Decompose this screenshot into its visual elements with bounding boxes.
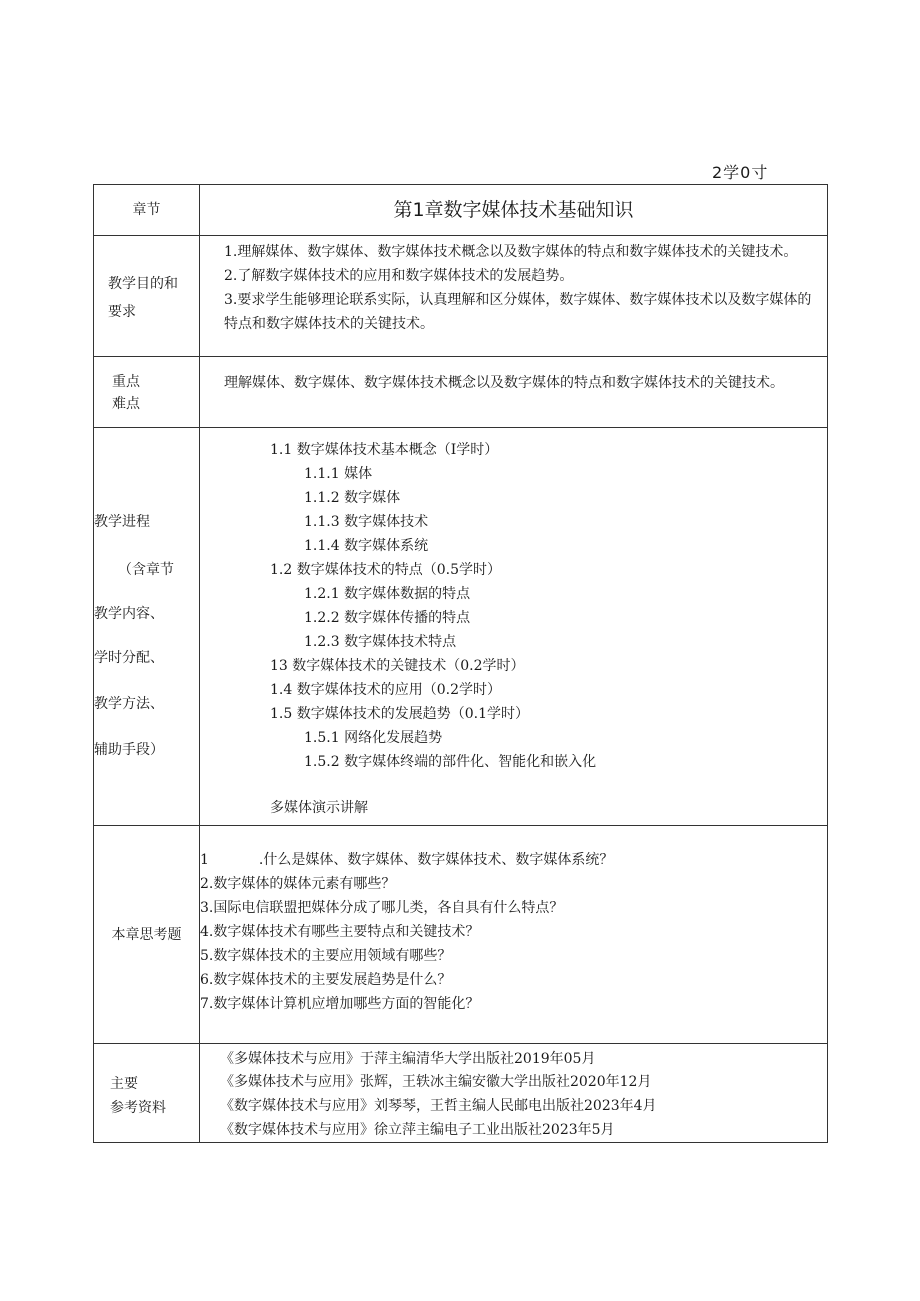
objectives-content [200, 236, 828, 357]
question-item: 6.数字媒体技术的主要发展趋势是什么？ [200, 972, 452, 988]
questions-label: 本章思考题 [94, 826, 200, 1044]
chapter-row [94, 185, 828, 236]
outline-item: 1.1.2 数字媒体 [304, 490, 401, 506]
references-content [200, 1044, 828, 1143]
references-row [94, 1044, 828, 1143]
questions-row [94, 826, 828, 1044]
outline-item: 1.1.3 数字媒体技术 [304, 514, 429, 530]
question-item: 7.数字媒体计算机应增加哪些方面的智能化？ [200, 996, 480, 1012]
key-points-row [94, 357, 828, 428]
outline-item: 13 数字媒体技术的关键技术（0.2学时） [270, 658, 525, 674]
progress-label-line: 教学内容、 [94, 606, 164, 622]
outline-item: 1.5.1 网络化发展趋势 [304, 730, 443, 746]
references-label-line: 参考资料 [110, 1100, 166, 1116]
teaching-method: 多媒体演示讲解 [270, 800, 368, 816]
progress-label-line: 学时分配、 [94, 650, 164, 666]
question-number: 1 [200, 852, 209, 868]
question-item: 4.数字媒体技术有哪些主要特点和关键技术？ [200, 924, 480, 940]
outline-item: 1.1 数字媒体技术基本概念（I学时） [270, 442, 499, 458]
key-points-label-line: 重点 [112, 374, 140, 390]
key-points-label [94, 357, 200, 428]
progress-label-line: 教学进程 [94, 514, 150, 530]
outline-item: 1.2.1 数字媒体数据的特点 [304, 586, 471, 602]
question-item: 3.国际电信联盟把媒体分成了哪儿类，各自具有什么特点？ [200, 900, 564, 916]
objective-item: 1.理解媒体、数字媒体、数字媒体技术概念以及数字媒体的特点和数字媒体技术的关键技术。 [224, 244, 798, 260]
reference-item: 《多媒体技术与应用》张辉，王轶冰主编安徽大学出版社2020年12月 [220, 1074, 652, 1090]
reference-item: 《数字媒体技术与应用》徐立萍主编电子工业出版社2023年5月 [220, 1122, 615, 1138]
outline-item: 1.5.2 数字媒体终端的部件化、智能化和嵌入化 [304, 754, 597, 770]
objectives-label [94, 236, 200, 357]
key-points-content [200, 357, 828, 428]
reference-item: 《多媒体技术与应用》于萍主编清华大学出版社2019年05月 [220, 1051, 596, 1067]
outline-item: 1.4 数字媒体技术的应用（0.2学时） [270, 682, 501, 698]
objective-item: 3.要求学生能够理论联系实际，认真理解和区分媒体，数字媒体、数字媒体技术以及数字媒体的特点和数字媒体技术的关键技术。 [224, 292, 812, 332]
question-text: .什么是媒体、数字媒体、数字媒体技术、数字媒体系统？ [258, 852, 614, 868]
key-points-label-line: 难点 [112, 396, 140, 412]
progress-outline [200, 428, 827, 774]
progress-label [94, 428, 200, 826]
outline-item: 1.2.2 数字媒体传播的特点 [304, 610, 471, 626]
objectives-label-line: 教学目的和 [108, 276, 178, 292]
chapter-title: 第1章数字媒体技术基础知识 [200, 185, 828, 236]
class-hours: 2学0寸 [712, 163, 769, 182]
questions-content [200, 826, 828, 1044]
reference-item: 《数字媒体技术与应用》刘琴琴，王哲主编人民邮电出版社2023年4月 [220, 1098, 657, 1114]
progress-label-line: 教学方法、 [94, 696, 164, 712]
outline-item: 1.2 数字媒体技术的特点（0.5学时） [270, 562, 501, 578]
progress-content [200, 428, 828, 826]
outline-item: 1.1.1 媒体 [304, 466, 373, 482]
objectives-label-line: 要求 [108, 304, 136, 320]
references-label-line: 主要 [110, 1076, 138, 1092]
question-item [200, 848, 827, 872]
progress-row [94, 428, 828, 826]
objective-item: 2.了解数字媒体技术的应用和数字媒体技术的发展趋势。 [224, 268, 574, 284]
key-points-text: 理解媒体、数字媒体、数字媒体技术概念以及数字媒体的特点和数字媒体技术的关键技术。 [224, 375, 784, 391]
chapter-label: 章节 [94, 185, 200, 236]
question-item: 5.数字媒体技术的主要应用领域有哪些？ [200, 948, 452, 964]
question-item: 2.数字媒体的媒体元素有哪些？ [200, 876, 396, 892]
progress-label-line: （含章节 [118, 562, 174, 578]
references-label [94, 1044, 200, 1143]
objectives-row [94, 236, 828, 357]
progress-label-line: 辅助手段） [94, 742, 164, 758]
outline-item: 1.1.4 数字媒体系统 [304, 538, 429, 554]
outline-item: 1.2.3 数字媒体技术特点 [304, 634, 457, 650]
outline-item: 1.5 数字媒体技术的发展趋势（0.1学时） [270, 706, 529, 722]
syllabus-table [93, 184, 828, 1143]
